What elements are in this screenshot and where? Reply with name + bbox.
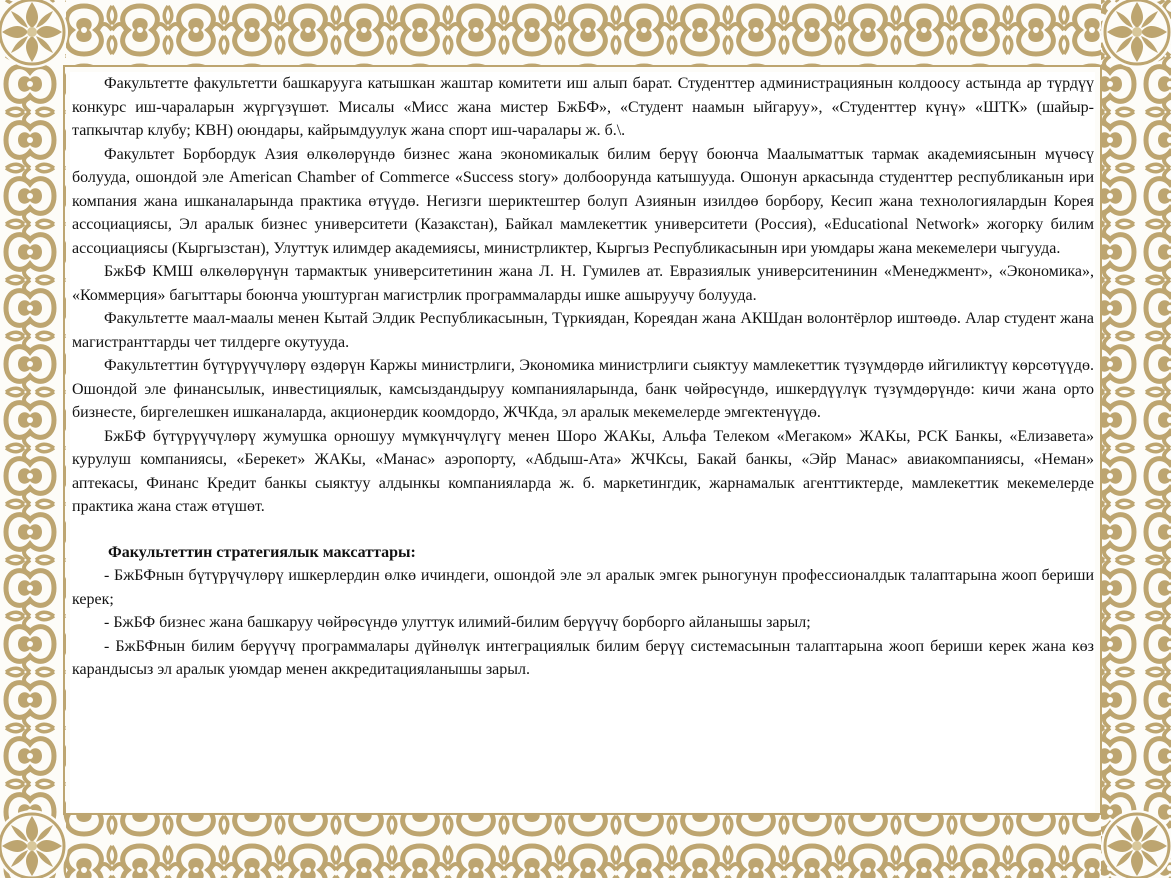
paragraph-youth-committee: Факультетте факультетти башкарууга катышкан жаштар комитети иш алып барат. Студенттер администрациянын колдоосу астында ар түрдүү конкурс иш-чараларын жүргүзүшөт. Мисалы «Мисс жана мистер БжБФ», «Студент наамын ыйгаруу», «Студенттер күнү» «ШТК» (шайыр-тапкычтар клубу; КВН) оюндары, кайрымдуулук жана спорт иш-чаралары ж. б.\. — [72, 75, 1094, 139]
paragraph-masters-programs: БжБФ КМШ өлкөлөрүнүн тармактык университетинин жана Л. Н. Гумилев ат. Евразиялык университенинин «Менеджмент», «Экономика», «Коммерция» багыттары боюнча уюштурган магистрлик программаларды ишке ашыруучу болууда. — [72, 263, 1094, 304]
paragraph-internships: БжБФ бүтүрүүчүлөрү жумушка орношуу мүмкүнчүлүгү менен Шоро ЖАКы, Альфа Телеком «Мегаком» ЖАКы, РСК Банкы, «Елизавета» курулуш компаниясы, «Берекет» ЖАКы, «Манас» аэропорту, «Абдыш-Ата» ЖЧКсы, Бакай банкы, «Эйр Манас» авиакомпаниясы, «Неман» аптекасы, Финанс Кредит банкы сыяктуу алдынкы компанияларда ж. б. маркетингдик, жарнамалык агенттиктерде, мамлекеттик мекемелерде практика жана стаж өтүшөт. — [72, 427, 1094, 515]
goal-item: - БжБФ бизнес жана башкаруу чөйрөсүндө улуттук илимий-билим берүүчү борборго айланышы зарыл; — [104, 614, 811, 631]
goals-heading: Факультеттин стратегиялык максаттары: — [108, 543, 416, 561]
document-body — [72, 72, 1094, 682]
paragraph-graduates: Факультеттин бүтүрүүчүлөрү өздөрүн Каржы министрлиги, Экономика министрлиги сыяктуу мамлекеттик түзүмдөрдө ийгиликтүү көрсөтүүдө. Ошондой эле финансылык, инвестициялык, камсыздандыруу компанияларында, банк чөйрөсүндө, ишкердүүлүк түзүмдөрүндө: кичи жана орто бизнесте, биргелешкен ишканаларда, акционердик коомдордо, ЖЧКда, эл аралык мекемелерде эмгектенүүдө. — [72, 357, 1094, 421]
paragraph-volunteers: Факультетте маал-маалы менен Кытай Элдик Республикасынын, Түркиядан, Кореядан жана АКШдан волонтёрлор иштөөдө. Алар студент жана магистранттарды чет тилдерге окутууда. — [72, 310, 1094, 351]
goal-item: - БжБФнын бүтүрүчүлөрү ишкерлердин өлкө ичиндеги, ошондой эле эл аралык эмгек рыногунун профессионалдык талаптарына жооп бериши керек; — [72, 567, 1094, 608]
goal-item: - БжБФнын билим берүүчү программалары дүйнөлүк интеграциялык билим берүү системасынын талаптарына жооп бериши керек жана көз карандысыз эл аралык уюмдар менен аккредитацияланышы зарыл. — [72, 637, 1094, 678]
text-panel — [70, 72, 1095, 812]
paragraph-partners: Факультет Борбордук Азия өлкөлөрүндө бизнес жана экономикалык билим берүү боюнча Маалыматтык тармак академиясынын мүчөсү болууда, ошондой эле American Chamber of Commerce «Success story» долбоорунда катышууда. Ошонун аркасында студенттер республиканын ири компания жана ишканаларында практика өтүүдө. Негизги шериктештер болуп Азиянын изилдөө борбору, Кесип жана технологиялардын Корея ассоциациясы, Эл аралык бизнес университети (Казакстан), Байкал мамлекеттик университети (Россия), «Educational Network» жогорку билим ассоциациясы (Кыргызстан), Улуттук илимдер академиясы, министрликтер, Кыргыз Республикасынын ири уюмдары жана мекемелери чыгууда. — [72, 145, 1094, 257]
